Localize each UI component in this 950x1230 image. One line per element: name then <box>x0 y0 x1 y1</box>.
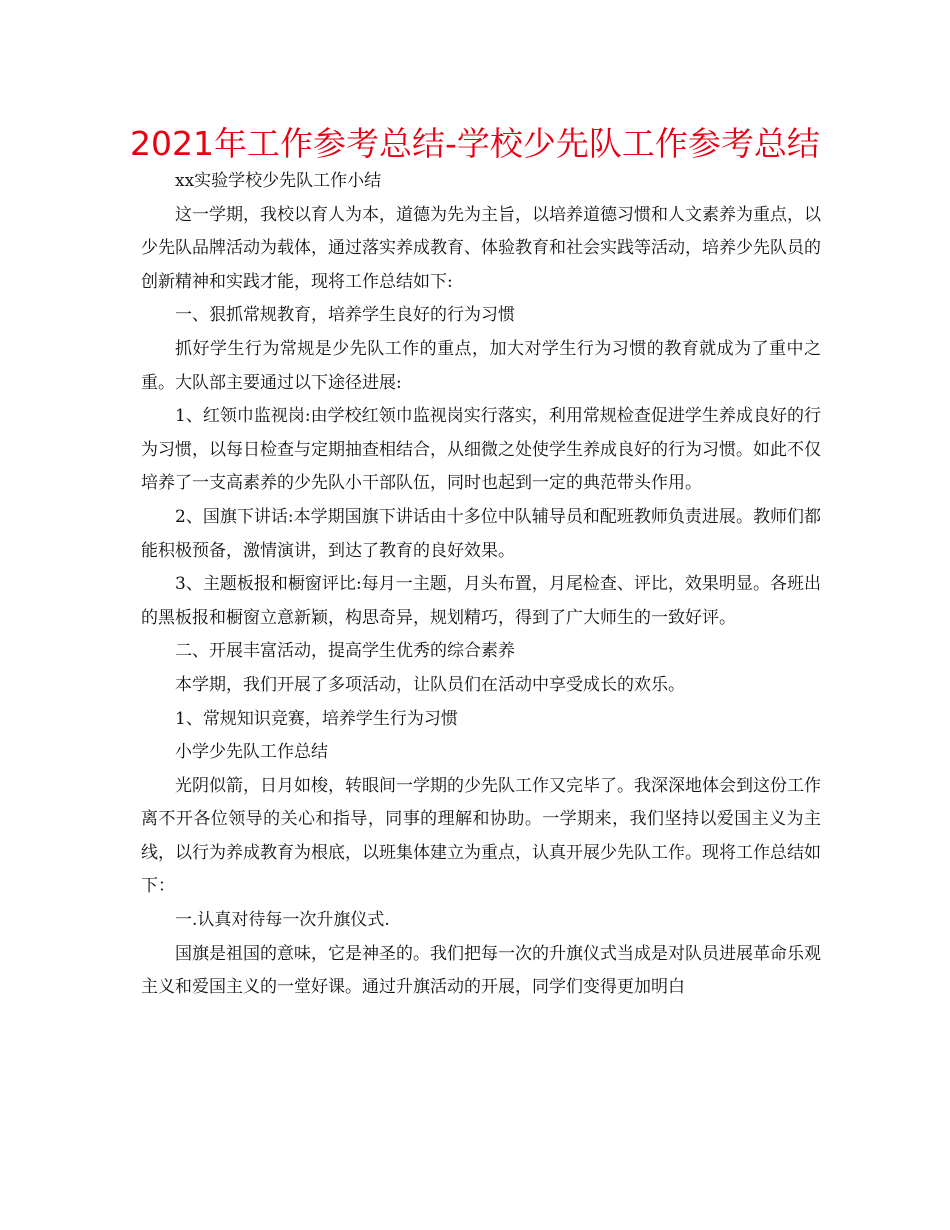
paragraph-7: 3、主题板报和橱窗评比:每月一主题，月头布置，月尾检查、评比，效果明显。各班出的黑板报和橱窗立意新颖，构思奇异，规划精巧，得到了广大师生的一致好评。 <box>141 574 821 628</box>
paragraph-9: 本学期，我们开展了多项活动，让队员们在活动中享受成长的欢乐。 <box>175 674 685 695</box>
paragraph-13: 一.认真对待每一次升旗仪式. <box>175 910 390 931</box>
document-title: 2021年工作参考总结-学校少先队工作参考总结 <box>130 124 820 163</box>
paragraph-5: 1、红领巾监视岗:由学校红领巾监视岗实行落实，利用常规检查促进学生养成良好的行为习惯，以每日检查与定期抽查相结合，从细微之处使学生养成良好的行为习惯。如此不仅培养了一支高素养的少先队小干部队伍，同时也起到一定的典范带头作用。 <box>141 406 821 494</box>
paragraph-4: 抓好学生行为常规是少先队工作的重点，加大对学生行为习惯的教育就成为了重中之重。大队部主要通过以下途径进展: <box>141 338 821 393</box>
paragraph-2: 这一学期，我校以育人为本，道德为先为主旨，以培养道德习惯和人文素养为重点，以少先队品牌活动为载体，通过落实养成教育、体验教育和社会实践等活动，培养少先队员的创新精神和实践才能，现将工作总结如下: <box>141 204 821 292</box>
paragraph-3: 一、狠抓常规教育，培养学生良好的行为习惯 <box>175 305 515 326</box>
paragraph-14: 国旗是祖国的意味，它是神圣的。我们把每一次的升旗仪式当成是对队员进展革命乐观主义和爱国主义的一堂好课。通过升旗活动的开展，同学们变得更加明白 <box>141 943 821 998</box>
document-body <box>141 165 821 1005</box>
paragraph-6: 2、国旗下讲话:本学期国旗下讲话由十多位中队辅导员和配班教师负责进展。教师们都能积极预备，激情演讲，到达了教育的良好效果。 <box>141 506 821 561</box>
paragraph-8: 二、开展丰富活动，提高学生优秀的综合素养 <box>175 641 515 662</box>
paragraph-12: 光阴似箭，日月如梭，转眼间一学期的少先队工作又完毕了。我深深地体会到这份工作离不开各位领导的关心和指导，同事的理解和协助。一学期来，我们坚持以爱国主义为主线，以行为养成教育为根底，以班集体建立为重点，认真开展少先队工作。现将工作总结如下： <box>141 775 821 897</box>
paragraph-1: xx实验学校少先队工作小结 <box>175 171 382 191</box>
paragraph-11: 小学少先队工作总结 <box>175 742 328 763</box>
paragraph-10: 1、常规知识竞赛，培养学生行为习惯 <box>175 708 458 729</box>
